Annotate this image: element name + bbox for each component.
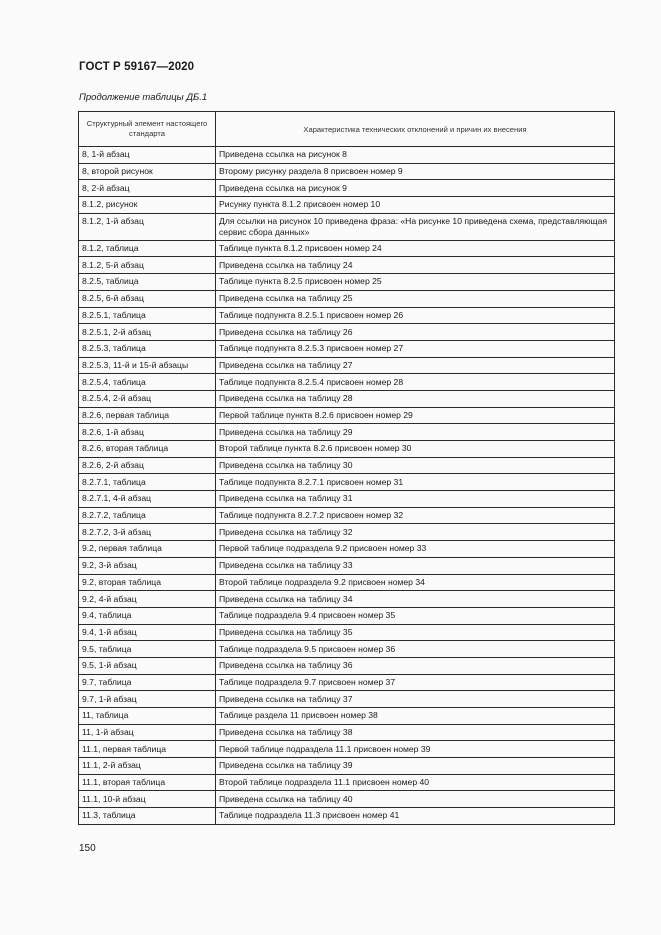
table-row	[79, 691, 615, 708]
cell-deviation-description: Таблице подраздела 9.7 присвоен номер 37	[216, 674, 615, 691]
cell-structural-element: 8.2.6, первая таблица	[79, 407, 216, 424]
cell-deviation-description: Рисунку пункта 8.1.2 присвоен номер 10	[216, 197, 615, 214]
table-row	[79, 180, 615, 197]
cell-structural-element: 9.4, 1-й абзац	[79, 624, 216, 641]
cell-structural-element: 8, 2-й абзац	[79, 180, 216, 197]
cell-structural-element: 8.1.2, рисунок	[79, 197, 216, 214]
cell-deviation-description: Приведена ссылка на таблицу 37	[216, 691, 615, 708]
table-row	[79, 574, 615, 591]
cell-structural-element: 8.2.7.2, 3-й абзац	[79, 524, 216, 541]
cell-deviation-description: Второму рисунку раздела 8 присвоен номер 9	[216, 163, 615, 180]
cell-deviation-description: Приведена ссылка на таблицу 40	[216, 791, 615, 808]
page-number: 150	[79, 843, 96, 854]
cell-deviation-description: Для ссылки на рисунок 10 приведена фраза: «На рисунке 10 приведена схема, представляющая сервис сбора данных»	[216, 213, 615, 240]
cell-deviation-description: Приведена ссылка на таблицу 36	[216, 657, 615, 674]
table-row	[79, 290, 615, 307]
cell-structural-element: 11.1, первая таблица	[79, 741, 216, 758]
cell-structural-element: 8, 1-й абзац	[79, 147, 216, 164]
cell-deviation-description: Первой таблице подраздела 9.2 присвоен номер 33	[216, 541, 615, 558]
table-row	[79, 774, 615, 791]
table-row	[79, 324, 615, 341]
cell-deviation-description: Приведена ссылка на таблицу 30	[216, 457, 615, 474]
cell-structural-element: 11.1, вторая таблица	[79, 774, 216, 791]
cell-structural-element: 8.2.5.1, 2-й абзац	[79, 324, 216, 341]
cell-deviation-description: Приведена ссылка на таблицу 35	[216, 624, 615, 641]
cell-structural-element: 9.2, первая таблица	[79, 541, 216, 558]
cell-deviation-description: Приведена ссылка на таблицу 24	[216, 257, 615, 274]
cell-structural-element: 11, таблица	[79, 708, 216, 725]
cell-structural-element: 11, 1-й абзац	[79, 724, 216, 741]
table-row	[79, 240, 615, 257]
cell-deviation-description: Таблице пункта 8.2.5 присвоен номер 25	[216, 274, 615, 291]
cell-structural-element: 8.2.5.4, таблица	[79, 374, 216, 391]
table-row	[79, 424, 615, 441]
table-header-row	[79, 112, 615, 147]
table-row	[79, 340, 615, 357]
table-row	[79, 374, 615, 391]
table-row	[79, 147, 615, 164]
cell-structural-element: 8.2.7.1, 4-й абзац	[79, 491, 216, 508]
table-row	[79, 357, 615, 374]
cell-deviation-description: Таблице подраздела 11.3 присвоен номер 41	[216, 808, 615, 825]
table-row	[79, 457, 615, 474]
table-row	[79, 491, 615, 508]
table-row	[79, 724, 615, 741]
table-row	[79, 641, 615, 658]
cell-structural-element: 8.1.2, 5-й абзац	[79, 257, 216, 274]
table-row	[79, 808, 615, 825]
cell-structural-element: 9.2, вторая таблица	[79, 574, 216, 591]
table-row	[79, 524, 615, 541]
cell-deviation-description: Приведена ссылка на таблицу 29	[216, 424, 615, 441]
table-caption: Продолжение таблицы ДБ.1	[79, 92, 208, 103]
table-row	[79, 624, 615, 641]
cell-structural-element: 11.1, 2-й абзац	[79, 758, 216, 775]
table-row	[79, 307, 615, 324]
column-header-description: Характеристика технических отклонений и причин их внесения	[216, 112, 615, 147]
table-row	[79, 390, 615, 407]
cell-structural-element: 9.2, 3-й абзац	[79, 557, 216, 574]
cell-deviation-description: Приведена ссылка на таблицу 39	[216, 758, 615, 775]
cell-deviation-description: Второй таблице пункта 8.2.6 присвоен номер 30	[216, 441, 615, 458]
cell-structural-element: 9.2, 4-й абзац	[79, 591, 216, 608]
cell-deviation-description: Приведена ссылка на таблицу 38	[216, 724, 615, 741]
cell-deviation-description: Приведена ссылка на таблицу 25	[216, 290, 615, 307]
table-row	[79, 591, 615, 608]
cell-structural-element: 8.2.5, таблица	[79, 274, 216, 291]
cell-structural-element: 8.2.5.1, таблица	[79, 307, 216, 324]
table-row	[79, 708, 615, 725]
cell-deviation-description: Приведена ссылка на таблицу 28	[216, 390, 615, 407]
cell-structural-element: 8.2.5.3, таблица	[79, 340, 216, 357]
table-row	[79, 674, 615, 691]
cell-deviation-description: Таблице подпункта 8.2.5.4 присвоен номер 28	[216, 374, 615, 391]
cell-structural-element: 8.2.5.4, 2-й абзац	[79, 390, 216, 407]
cell-deviation-description: Приведена ссылка на таблицу 27	[216, 357, 615, 374]
cell-deviation-description: Таблице подраздела 9.4 присвоен номер 35	[216, 607, 615, 624]
table-row	[79, 441, 615, 458]
column-header-element: Структурный элемент настоящего стандарта	[79, 112, 216, 147]
cell-structural-element: 9.5, таблица	[79, 641, 216, 658]
cell-structural-element: 8.2.6, 1-й абзац	[79, 424, 216, 441]
cell-structural-element: 9.7, таблица	[79, 674, 216, 691]
cell-deviation-description: Таблице подпункта 8.2.5.1 присвоен номер 26	[216, 307, 615, 324]
table-row	[79, 257, 615, 274]
table-row	[79, 557, 615, 574]
table-row	[79, 507, 615, 524]
cell-deviation-description: Второй таблице подраздела 9.2 присвоен номер 34	[216, 574, 615, 591]
cell-deviation-description: Первой таблице подраздела 11.1 присвоен номер 39	[216, 741, 615, 758]
table-row	[79, 741, 615, 758]
cell-deviation-description: Таблице раздела 11 присвоен номер 38	[216, 708, 615, 725]
cell-structural-element: 8, второй рисунок	[79, 163, 216, 180]
cell-deviation-description: Первой таблице пункта 8.2.6 присвоен номер 29	[216, 407, 615, 424]
table-row	[79, 541, 615, 558]
cell-structural-element: 8.2.7.1, таблица	[79, 474, 216, 491]
table-row	[79, 163, 615, 180]
table-row	[79, 758, 615, 775]
cell-deviation-description: Приведена ссылка на рисунок 8	[216, 147, 615, 164]
cell-structural-element: 9.5, 1-й абзац	[79, 657, 216, 674]
cell-deviation-description: Второй таблице подраздела 11.1 присвоен номер 40	[216, 774, 615, 791]
cell-structural-element: 8.2.6, вторая таблица	[79, 441, 216, 458]
cell-structural-element: 11.3, таблица	[79, 808, 216, 825]
table-row	[79, 407, 615, 424]
table-row	[79, 274, 615, 291]
cell-structural-element: 9.7, 1-й абзац	[79, 691, 216, 708]
cell-deviation-description: Приведена ссылка на таблицу 26	[216, 324, 615, 341]
cell-deviation-description: Приведена ссылка на таблицу 33	[216, 557, 615, 574]
cell-deviation-description: Приведена ссылка на таблицу 31	[216, 491, 615, 508]
cell-deviation-description: Таблице подпункта 8.2.7.1 присвоен номер 31	[216, 474, 615, 491]
cell-structural-element: 9.4, таблица	[79, 607, 216, 624]
cell-structural-element: 8.1.2, таблица	[79, 240, 216, 257]
table-row	[79, 213, 615, 240]
table-row	[79, 791, 615, 808]
document-title: ГОСТ Р 59167—2020	[79, 61, 195, 73]
cell-deviation-description: Приведена ссылка на таблицу 32	[216, 524, 615, 541]
table-body	[79, 147, 615, 825]
cell-deviation-description: Приведена ссылка на таблицу 34	[216, 591, 615, 608]
cell-deviation-description: Таблице подпункта 8.2.7.2 присвоен номер 32	[216, 507, 615, 524]
cell-structural-element: 8.1.2, 1-й абзац	[79, 213, 216, 240]
cell-structural-element: 8.2.5, 6-й абзац	[79, 290, 216, 307]
cell-deviation-description: Таблице пункта 8.1.2 присвоен номер 24	[216, 240, 615, 257]
cell-structural-element: 8.2.5.3, 11-й и 15-й абзацы	[79, 357, 216, 374]
cell-structural-element: 11.1, 10-й абзац	[79, 791, 216, 808]
table-row	[79, 607, 615, 624]
cell-deviation-description: Таблице подраздела 9.5 присвоен номер 36	[216, 641, 615, 658]
cell-structural-element: 8.2.7.2, таблица	[79, 507, 216, 524]
table-row	[79, 474, 615, 491]
cell-deviation-description: Таблице подпункта 8.2.5.3 присвоен номер 27	[216, 340, 615, 357]
deviations-table	[78, 111, 615, 825]
table-row	[79, 197, 615, 214]
cell-structural-element: 8.2.6, 2-й абзац	[79, 457, 216, 474]
table-row	[79, 657, 615, 674]
cell-deviation-description: Приведена ссылка на рисунок 9	[216, 180, 615, 197]
